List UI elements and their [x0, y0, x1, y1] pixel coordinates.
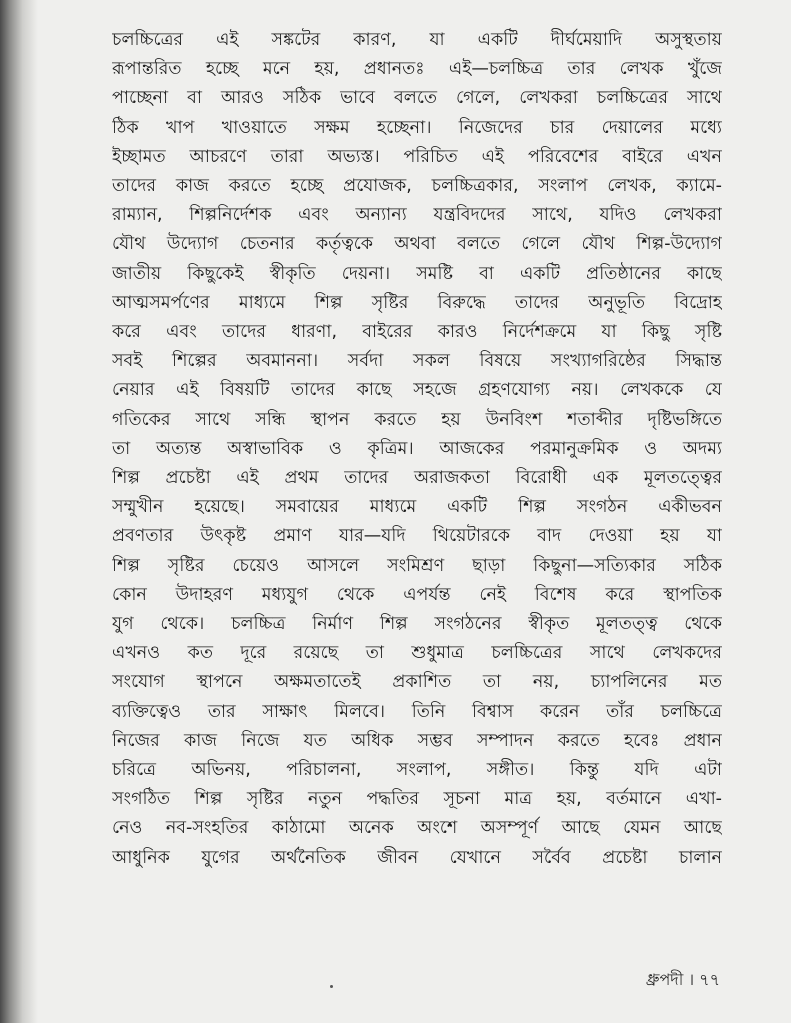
text-line: রাম্যান, শিল্পনির্দেশক এবং অন্যান্য যন্ত্রবিদদের সাথে, যদিও লেখকরা	[112, 205, 722, 226]
text-line: নেও নব-সংহতির কাঠামো অনেক অংশে অসম্পূর্ণ আছে যেমন আছে	[112, 818, 722, 839]
text-line: চলচ্চিত্রের এই সঙ্কটের কারণ, যা একটি দীর্ঘমেয়াদি অসুস্থতায়	[112, 30, 722, 50]
text-line: ঠিক খাপ খাওয়াতে সক্ষম হচ্ছেনা। নিজেদের চার দেয়ালের মধ্যে	[112, 117, 722, 138]
text-line: যুগ থেকে। চলচ্চিত্র নির্মাণ শিল্প সংগঠনের স্বীকৃত মূলতত্ত্ব থেকে	[112, 614, 722, 635]
text-line: তাদের কাজ করতে হচ্ছে প্রযোজক, চলচ্চিত্রকার, সংলাপ লেখক, ক্যামে-	[112, 176, 722, 197]
text-line: করে এবং তাদের ধারণা, বাইরের কারও নির্দেশক্রমে যা কিছু সৃষ্টি	[112, 322, 722, 343]
text-line: নিজের কাজ নিজে যত অধিক সম্ভব সম্পাদন করতে হবেঃ প্রধান	[112, 730, 722, 751]
text-line: পাচ্ছেনা বা আরও সঠিক ভাবে বলতে গেলে, লেখকরা চলচ্চিত্রের সাথে	[112, 88, 722, 109]
text-line: শিল্প প্রচেষ্টা এই প্রথম তাদের অরাজকতা বিরোধী এক মূলতত্ত্বের	[112, 468, 722, 489]
text-line: সম্মুখীন হয়েছে। সমবায়ের মাধ্যমে একটি শিল্প সংগঠন একীভবন	[112, 497, 722, 518]
text-line: এখনও কত দূরে রয়েছে তা শুধুমাত্র চলচ্চিত্রের সাথে লেখকদের	[112, 643, 722, 664]
page-speck	[330, 985, 333, 988]
text-line: ইচ্ছামত আচরণে তারা অভ্যস্ত। পরিচিত এই পরিবেশের বাইরে এখন	[112, 146, 722, 167]
text-line: গতিকের সাথে সন্ধি স্থাপন করতে হয় উনবিংশ শতাব্দীর দৃষ্টিভঙ্গিতে	[112, 409, 722, 430]
text-line: সংযোগ স্থাপনে অক্ষমতাতেই প্রকাশিত তা নয়, চ্যাপলিনের মত	[112, 672, 722, 693]
text-line: আধুনিক যুগের অর্থনৈতিক জীবন যেখানে সর্বৈব প্রচেষ্টা চালান	[112, 847, 722, 868]
text-line: জাতীয় কিছুকেই স্বীকৃতি দেয়না। সমষ্টি বা একটি প্রতিষ্ঠানের কাছে	[112, 263, 722, 284]
text-line: রূপান্তরিত হচ্ছে মনে হয়, প্রধানতঃ এই—চলচ্চিত্র তার লেখক খুঁজে	[112, 59, 722, 80]
text-line: চরিত্রে অভিনয়, পরিচালনা, সংলাপ, সঙ্গীত। কিন্তু যদি এটা	[112, 760, 722, 781]
text-line: যৌথ উদ্যোগ চেতনার কর্তৃত্বকে অথবা বলতে গেলে যৌথ শিল্প-উদ্যোগ	[112, 234, 722, 255]
text-line: শিল্প সৃষ্টির চেয়েও আসলে সংমিশ্রণ ছাড়া কিছুনা—সত্যিকার সঠিক	[112, 555, 722, 576]
text-line: কোন উদাহরণ মধ্যযুগ থেকে এপর্যন্ত নেই বিশেষ করে স্থাপতিক	[112, 584, 722, 605]
text-line: ব্যক্তিত্বেও তার সাক্ষাৎ মিলবে। তিনি বিশ্বাস করেন তাঁর চলচ্চিত্রে	[112, 701, 722, 722]
text-line: প্রবণতার উৎকৃষ্ট প্রমাণ যার—যদি থিয়েটারকে বাদ দেওয়া হয় যা	[112, 526, 722, 547]
text-line: সংগঠিত শিল্প সৃষ্টির নতুন পদ্ধতির সূচনা মাত্র হয়, বর্তমানে এখা-	[112, 789, 722, 810]
text-line: নেয়ার এই বিষয়টি তাদের কাছে সহজে গ্রহণযোগ্য নয়। লেখককে যে	[112, 380, 722, 401]
text-line: আত্মসমর্পণের মাধ্যমে শিল্প সৃষ্টির বিরুদ্ধে তাদের অনুভূতি বিদ্রোহ	[112, 292, 722, 313]
body-text	[112, 26, 722, 873]
text-line: তা অত্যন্ত অস্বাভাবিক ও কৃত্রিম। আজকের পরমানুক্রমিক ও অদম্য	[112, 438, 722, 459]
page-gutter-shadow	[0, 0, 38, 1023]
running-footer: ধ্রুপদী । ৭৭	[645, 970, 720, 989]
text-line: সবই শিল্পের অবমাননা। সর্বদা সকল বিষয়ে সংখ্যাগরিষ্ঠের সিদ্ধান্ত	[112, 351, 722, 372]
